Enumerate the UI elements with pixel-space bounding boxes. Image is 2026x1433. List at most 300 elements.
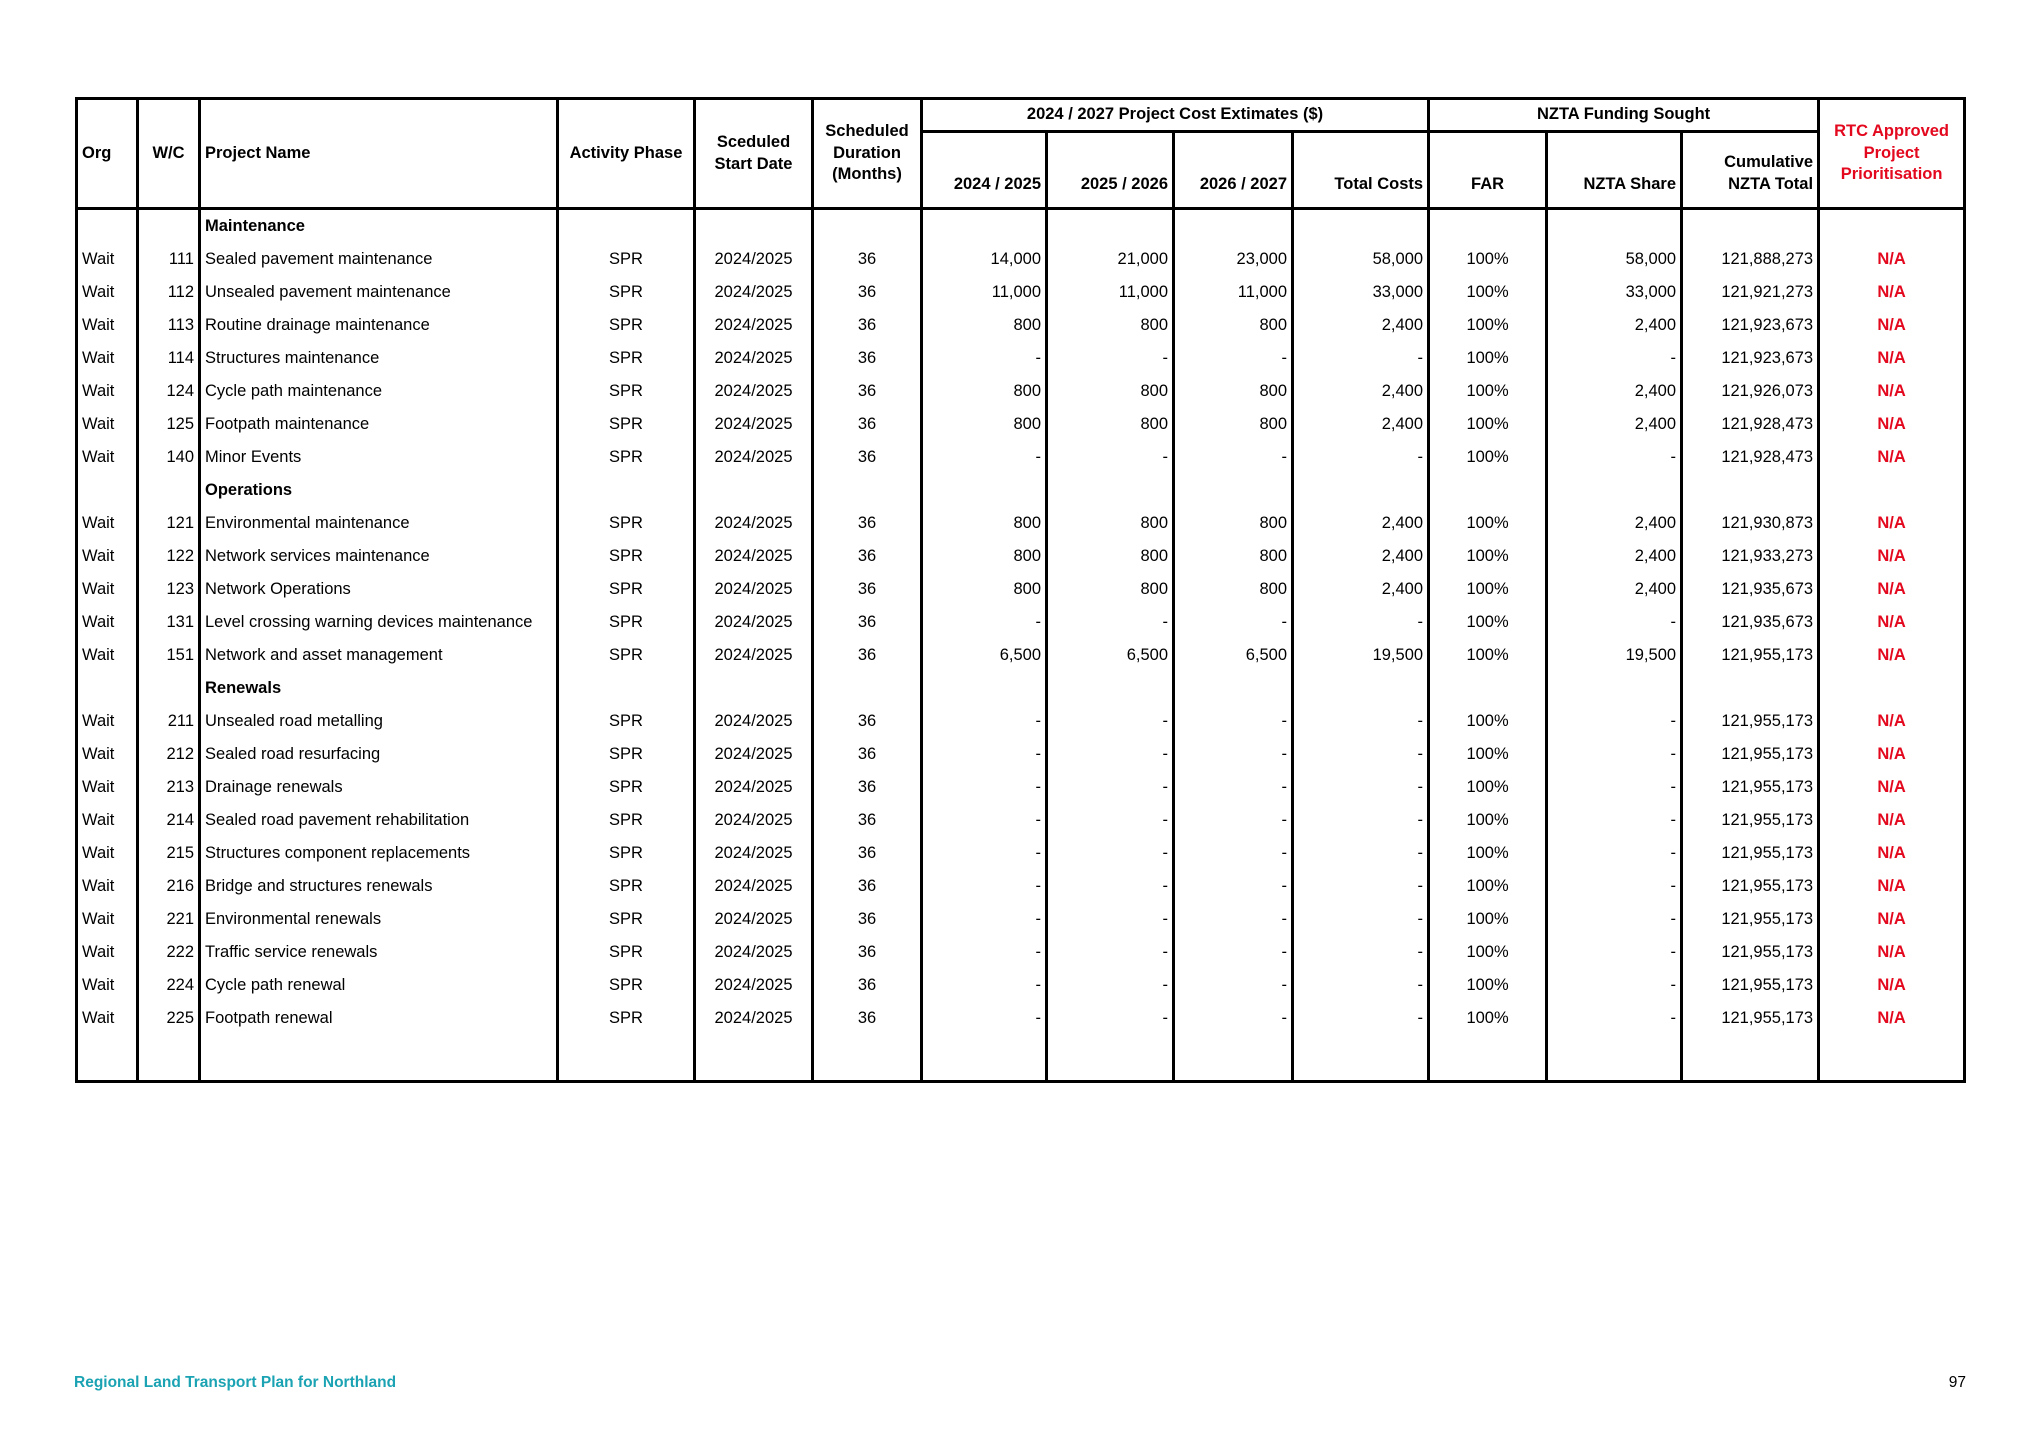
cell-nzta-share: 2,400	[1547, 375, 1682, 408]
cell-activity-phase: SPR	[558, 837, 695, 870]
section-row	[77, 672, 1965, 705]
cell-rtc-prioritisation: N/A	[1819, 243, 1965, 276]
cell-cumulative-nzta-total: 121,955,173	[1682, 771, 1819, 804]
cell-2026-2027: 11,000	[1174, 276, 1293, 309]
cell-2025-2026: -	[1047, 870, 1174, 903]
cell-start-date: 2024/2025	[695, 870, 813, 903]
cell-2025-2026: 800	[1047, 507, 1174, 540]
cell-duration: 36	[813, 870, 922, 903]
cell-cumulative-nzta-total: 121,935,673	[1682, 573, 1819, 606]
table-row	[77, 870, 1965, 903]
cell-2024-2025: 800	[922, 309, 1047, 342]
cell-2025-2026: 800	[1047, 540, 1174, 573]
empty-cell	[1819, 672, 1965, 705]
header-wc: W/C	[138, 99, 200, 209]
cell-duration: 36	[813, 540, 922, 573]
cell-project-name: Sealed road resurfacing	[200, 738, 558, 771]
cell-start-date: 2024/2025	[695, 639, 813, 672]
cell-start-date: 2024/2025	[695, 969, 813, 1002]
table-row	[77, 276, 1965, 309]
table-row	[77, 573, 1965, 606]
empty-cell	[1047, 1035, 1174, 1082]
cell-far: 100%	[1429, 969, 1547, 1002]
cell-org: Wait	[77, 903, 138, 936]
cell-2026-2027: -	[1174, 804, 1293, 837]
cell-project-name: Sealed road pavement rehabilitation	[200, 804, 558, 837]
cell-start-date: 2024/2025	[695, 441, 813, 474]
cell-total-costs: -	[1293, 969, 1429, 1002]
cell-total-costs: 58,000	[1293, 243, 1429, 276]
cell-2025-2026: -	[1047, 1002, 1174, 1035]
cell-total-costs: -	[1293, 1002, 1429, 1035]
cell-start-date: 2024/2025	[695, 540, 813, 573]
cell-cumulative-nzta-total: 121,955,173	[1682, 969, 1819, 1002]
cell-activity-phase: SPR	[558, 771, 695, 804]
section-row	[77, 209, 1965, 244]
cell-2024-2025: -	[922, 771, 1047, 804]
cell-duration: 36	[813, 903, 922, 936]
cell-start-date: 2024/2025	[695, 507, 813, 540]
cell-project-name: Network and asset management	[200, 639, 558, 672]
cell-cumulative-nzta-total: 121,955,173	[1682, 804, 1819, 837]
cell-org: Wait	[77, 276, 138, 309]
footer-document-title: Regional Land Transport Plan for Northland	[74, 1374, 397, 1391]
empty-cell	[77, 672, 138, 705]
cell-org: Wait	[77, 573, 138, 606]
cell-cumulative-nzta-total: 121,955,173	[1682, 639, 1819, 672]
cell-project-name: Network services maintenance	[200, 540, 558, 573]
cell-2026-2027: -	[1174, 936, 1293, 969]
cell-far: 100%	[1429, 540, 1547, 573]
cell-wc: 112	[138, 276, 200, 309]
cell-cumulative-nzta-total: 121,955,173	[1682, 936, 1819, 969]
cell-rtc-prioritisation: N/A	[1819, 276, 1965, 309]
cell-nzta-share: -	[1547, 936, 1682, 969]
empty-cell	[558, 209, 695, 244]
cell-activity-phase: SPR	[558, 1002, 695, 1035]
cell-2025-2026: -	[1047, 969, 1174, 1002]
cell-start-date: 2024/2025	[695, 243, 813, 276]
cell-duration: 36	[813, 705, 922, 738]
cell-total-costs: 2,400	[1293, 309, 1429, 342]
cell-nzta-share: -	[1547, 969, 1682, 1002]
cell-cumulative-nzta-total: 121,926,073	[1682, 375, 1819, 408]
cell-2024-2025: 800	[922, 375, 1047, 408]
cell-org: Wait	[77, 969, 138, 1002]
cell-2026-2027: 800	[1174, 540, 1293, 573]
cell-wc: 211	[138, 705, 200, 738]
cell-total-costs: 2,400	[1293, 507, 1429, 540]
cell-wc: 216	[138, 870, 200, 903]
cell-org: Wait	[77, 540, 138, 573]
cell-2026-2027: 800	[1174, 375, 1293, 408]
empty-cell	[77, 474, 138, 507]
empty-cell	[1547, 474, 1682, 507]
cell-activity-phase: SPR	[558, 342, 695, 375]
empty-cell	[1547, 209, 1682, 244]
cell-start-date: 2024/2025	[695, 936, 813, 969]
cell-2026-2027: -	[1174, 606, 1293, 639]
cell-rtc-prioritisation: N/A	[1819, 705, 1965, 738]
cell-rtc-prioritisation: N/A	[1819, 804, 1965, 837]
cell-wc: 224	[138, 969, 200, 1002]
cell-nzta-share: -	[1547, 837, 1682, 870]
cell-activity-phase: SPR	[558, 936, 695, 969]
cell-far: 100%	[1429, 771, 1547, 804]
cell-far: 100%	[1429, 1002, 1547, 1035]
cell-activity-phase: SPR	[558, 573, 695, 606]
empty-cell	[813, 1035, 922, 1082]
cell-wc: 131	[138, 606, 200, 639]
table-row	[77, 705, 1965, 738]
cell-nzta-share: 2,400	[1547, 309, 1682, 342]
cell-far: 100%	[1429, 441, 1547, 474]
empty-cell	[922, 1035, 1047, 1082]
cell-cumulative-nzta-total: 121,923,673	[1682, 342, 1819, 375]
cell-wc: 140	[138, 441, 200, 474]
cell-duration: 36	[813, 1002, 922, 1035]
cell-2026-2027: 23,000	[1174, 243, 1293, 276]
cell-2025-2026: 800	[1047, 408, 1174, 441]
header-far: FAR	[1429, 132, 1547, 209]
cell-wc: 125	[138, 408, 200, 441]
table-row	[77, 507, 1965, 540]
cell-start-date: 2024/2025	[695, 606, 813, 639]
cell-start-date: 2024/2025	[695, 309, 813, 342]
cell-2026-2027: -	[1174, 705, 1293, 738]
cell-rtc-prioritisation: N/A	[1819, 408, 1965, 441]
cell-project-name: Environmental renewals	[200, 903, 558, 936]
cell-org: Wait	[77, 639, 138, 672]
table-row	[77, 1002, 1965, 1035]
cell-duration: 36	[813, 936, 922, 969]
cell-duration: 36	[813, 837, 922, 870]
empty-cell	[695, 209, 813, 244]
cell-duration: 36	[813, 276, 922, 309]
cell-2025-2026: -	[1047, 342, 1174, 375]
cell-rtc-prioritisation: N/A	[1819, 639, 1965, 672]
section-heading: Maintenance	[200, 209, 558, 244]
cell-2025-2026: -	[1047, 441, 1174, 474]
cell-2026-2027: -	[1174, 1002, 1293, 1035]
cell-2024-2025: 800	[922, 507, 1047, 540]
empty-cell	[1819, 1035, 1965, 1082]
cell-2025-2026: 800	[1047, 573, 1174, 606]
cell-wc: 122	[138, 540, 200, 573]
cell-nzta-share: -	[1547, 903, 1682, 936]
cell-2025-2026: -	[1047, 936, 1174, 969]
cell-duration: 36	[813, 573, 922, 606]
cell-cumulative-nzta-total: 121,955,173	[1682, 837, 1819, 870]
cell-2024-2025: -	[922, 342, 1047, 375]
cell-nzta-share: 2,400	[1547, 408, 1682, 441]
cell-wc: 221	[138, 903, 200, 936]
empty-cell	[1429, 474, 1547, 507]
header-funding-group: NZTA Funding Sought	[1429, 99, 1819, 132]
section-heading: Operations	[200, 474, 558, 507]
cell-duration: 36	[813, 342, 922, 375]
table-row	[77, 837, 1965, 870]
cell-duration: 36	[813, 408, 922, 441]
cell-far: 100%	[1429, 573, 1547, 606]
cell-rtc-prioritisation: N/A	[1819, 936, 1965, 969]
cell-start-date: 2024/2025	[695, 837, 813, 870]
empty-cell	[1547, 672, 1682, 705]
funding-table	[75, 97, 1966, 1083]
cell-activity-phase: SPR	[558, 705, 695, 738]
table-row	[77, 375, 1965, 408]
cell-nzta-share: 19,500	[1547, 639, 1682, 672]
cell-nzta-share: -	[1547, 804, 1682, 837]
cell-far: 100%	[1429, 342, 1547, 375]
cell-2026-2027: -	[1174, 969, 1293, 1002]
cell-project-name: Unsealed pavement maintenance	[200, 276, 558, 309]
cell-rtc-prioritisation: N/A	[1819, 837, 1965, 870]
cell-2024-2025: 14,000	[922, 243, 1047, 276]
cell-org: Wait	[77, 804, 138, 837]
section-heading: Renewals	[200, 672, 558, 705]
empty-cell	[1174, 209, 1293, 244]
cell-wc: 222	[138, 936, 200, 969]
cell-far: 100%	[1429, 738, 1547, 771]
empty-cell	[558, 1035, 695, 1082]
cell-total-costs: 33,000	[1293, 276, 1429, 309]
cell-org: Wait	[77, 441, 138, 474]
empty-cell	[922, 474, 1047, 507]
cell-wc: 114	[138, 342, 200, 375]
cell-2025-2026: -	[1047, 738, 1174, 771]
cell-far: 100%	[1429, 243, 1547, 276]
cell-2026-2027: -	[1174, 837, 1293, 870]
table-row	[77, 309, 1965, 342]
table-row	[77, 441, 1965, 474]
empty-cell	[1682, 1035, 1819, 1082]
header-nzta-share: NZTA Share	[1547, 132, 1682, 209]
cell-far: 100%	[1429, 837, 1547, 870]
table-row	[77, 738, 1965, 771]
cell-wc: 123	[138, 573, 200, 606]
empty-cell	[138, 209, 200, 244]
empty-cell	[1819, 209, 1965, 244]
cell-2025-2026: 6,500	[1047, 639, 1174, 672]
cell-rtc-prioritisation: N/A	[1819, 771, 1965, 804]
cell-start-date: 2024/2025	[695, 705, 813, 738]
cell-2024-2025: -	[922, 936, 1047, 969]
cell-2024-2025: -	[922, 441, 1047, 474]
cell-total-costs: 2,400	[1293, 540, 1429, 573]
table-row	[77, 243, 1965, 276]
cell-org: Wait	[77, 870, 138, 903]
empty-cell	[695, 672, 813, 705]
cell-org: Wait	[77, 705, 138, 738]
cell-2025-2026: 21,000	[1047, 243, 1174, 276]
cell-project-name: Cycle path maintenance	[200, 375, 558, 408]
empty-cell	[1293, 209, 1429, 244]
cell-project-name: Bridge and structures renewals	[200, 870, 558, 903]
cell-activity-phase: SPR	[558, 375, 695, 408]
empty-cell	[1047, 672, 1174, 705]
cell-rtc-prioritisation: N/A	[1819, 309, 1965, 342]
cell-start-date: 2024/2025	[695, 342, 813, 375]
empty-cell	[1293, 1035, 1429, 1082]
spacer-row	[77, 1035, 1965, 1082]
cell-nzta-share: -	[1547, 738, 1682, 771]
cell-nzta-share: -	[1547, 870, 1682, 903]
cell-2024-2025: -	[922, 738, 1047, 771]
empty-cell	[138, 474, 200, 507]
cell-nzta-share: -	[1547, 606, 1682, 639]
cell-far: 100%	[1429, 804, 1547, 837]
table-row	[77, 606, 1965, 639]
cell-2026-2027: -	[1174, 903, 1293, 936]
cell-duration: 36	[813, 507, 922, 540]
cell-duration: 36	[813, 309, 922, 342]
table-row	[77, 969, 1965, 1002]
table-row	[77, 804, 1965, 837]
cell-activity-phase: SPR	[558, 243, 695, 276]
cell-org: Wait	[77, 309, 138, 342]
cell-project-name: Level crossing warning devices maintenance	[200, 606, 558, 639]
cell-2025-2026: -	[1047, 606, 1174, 639]
cell-2024-2025: 11,000	[922, 276, 1047, 309]
cell-activity-phase: SPR	[558, 540, 695, 573]
cell-total-costs: -	[1293, 936, 1429, 969]
cell-rtc-prioritisation: N/A	[1819, 540, 1965, 573]
cell-2026-2027: 800	[1174, 507, 1293, 540]
section-row	[77, 474, 1965, 507]
cell-wc: 225	[138, 1002, 200, 1035]
cell-rtc-prioritisation: N/A	[1819, 573, 1965, 606]
cell-cumulative-nzta-total: 121,930,873	[1682, 507, 1819, 540]
cell-org: Wait	[77, 408, 138, 441]
cell-2026-2027: 6,500	[1174, 639, 1293, 672]
cell-2024-2025: -	[922, 705, 1047, 738]
cell-org: Wait	[77, 243, 138, 276]
cell-2024-2025: -	[922, 837, 1047, 870]
cell-project-name: Footpath renewal	[200, 1002, 558, 1035]
cell-far: 100%	[1429, 903, 1547, 936]
empty-cell	[1429, 209, 1547, 244]
empty-cell	[1293, 474, 1429, 507]
cell-org: Wait	[77, 606, 138, 639]
cell-total-costs: -	[1293, 837, 1429, 870]
cell-activity-phase: SPR	[558, 441, 695, 474]
cell-org: Wait	[77, 342, 138, 375]
cell-org: Wait	[77, 375, 138, 408]
cell-duration: 36	[813, 606, 922, 639]
empty-cell	[1293, 672, 1429, 705]
cell-nzta-share: 2,400	[1547, 507, 1682, 540]
cell-total-costs: -	[1293, 771, 1429, 804]
cell-cumulative-nzta-total: 121,955,173	[1682, 903, 1819, 936]
cell-2025-2026: 11,000	[1047, 276, 1174, 309]
cell-far: 100%	[1429, 276, 1547, 309]
cell-2024-2025: -	[922, 804, 1047, 837]
cell-nzta-share: 33,000	[1547, 276, 1682, 309]
cell-project-name: Minor Events	[200, 441, 558, 474]
cell-2026-2027: -	[1174, 870, 1293, 903]
cell-wc: 215	[138, 837, 200, 870]
cell-rtc-prioritisation: N/A	[1819, 870, 1965, 903]
cell-project-name: Environmental maintenance	[200, 507, 558, 540]
cell-project-name: Drainage renewals	[200, 771, 558, 804]
table-row	[77, 342, 1965, 375]
cell-duration: 36	[813, 441, 922, 474]
cell-rtc-prioritisation: N/A	[1819, 507, 1965, 540]
cell-activity-phase: SPR	[558, 804, 695, 837]
cell-wc: 214	[138, 804, 200, 837]
cell-2024-2025: -	[922, 903, 1047, 936]
cell-project-name: Footpath maintenance	[200, 408, 558, 441]
header-org: Org	[77, 99, 138, 209]
cell-cumulative-nzta-total: 121,955,173	[1682, 1002, 1819, 1035]
header-rtc-prioritisation: RTC Approved Project Prioritisation	[1819, 99, 1965, 209]
cell-duration: 36	[813, 375, 922, 408]
cell-org: Wait	[77, 936, 138, 969]
empty-cell	[695, 1035, 813, 1082]
empty-cell	[77, 1035, 138, 1082]
cell-org: Wait	[77, 837, 138, 870]
cell-project-name: Network Operations	[200, 573, 558, 606]
cell-activity-phase: SPR	[558, 408, 695, 441]
cell-activity-phase: SPR	[558, 969, 695, 1002]
cell-start-date: 2024/2025	[695, 1002, 813, 1035]
cell-far: 100%	[1429, 375, 1547, 408]
cell-duration: 36	[813, 738, 922, 771]
cell-wc: 111	[138, 243, 200, 276]
cell-start-date: 2024/2025	[695, 573, 813, 606]
cell-cumulative-nzta-total: 121,955,173	[1682, 705, 1819, 738]
cell-rtc-prioritisation: N/A	[1819, 441, 1965, 474]
cell-rtc-prioritisation: N/A	[1819, 738, 1965, 771]
header-start-date: Sceduled Start Date	[695, 99, 813, 209]
cell-org: Wait	[77, 738, 138, 771]
cell-2026-2027: 800	[1174, 573, 1293, 606]
empty-cell	[558, 672, 695, 705]
cell-2024-2025: -	[922, 606, 1047, 639]
cell-rtc-prioritisation: N/A	[1819, 606, 1965, 639]
cell-activity-phase: SPR	[558, 738, 695, 771]
cell-total-costs: 19,500	[1293, 639, 1429, 672]
cell-total-costs: -	[1293, 870, 1429, 903]
empty-cell	[1682, 474, 1819, 507]
empty-cell	[1547, 1035, 1682, 1082]
cell-total-costs: 2,400	[1293, 375, 1429, 408]
cell-rtc-prioritisation: N/A	[1819, 375, 1965, 408]
cell-project-name: Cycle path renewal	[200, 969, 558, 1002]
header-cumulative-nzta-total: Cumulative NZTA Total	[1682, 132, 1819, 209]
cell-2024-2025: -	[922, 969, 1047, 1002]
cell-total-costs: -	[1293, 903, 1429, 936]
cell-total-costs: 2,400	[1293, 408, 1429, 441]
cell-cumulative-nzta-total: 121,923,673	[1682, 309, 1819, 342]
cell-2025-2026: 800	[1047, 375, 1174, 408]
cell-far: 100%	[1429, 639, 1547, 672]
empty-cell	[1174, 672, 1293, 705]
cell-duration: 36	[813, 969, 922, 1002]
cell-wc: 212	[138, 738, 200, 771]
cell-2024-2025: -	[922, 1002, 1047, 1035]
cell-duration: 36	[813, 639, 922, 672]
cell-activity-phase: SPR	[558, 639, 695, 672]
cell-cumulative-nzta-total: 121,955,173	[1682, 738, 1819, 771]
cell-far: 100%	[1429, 936, 1547, 969]
cell-duration: 36	[813, 804, 922, 837]
cell-far: 100%	[1429, 309, 1547, 342]
cell-project-name: Structures maintenance	[200, 342, 558, 375]
cell-start-date: 2024/2025	[695, 738, 813, 771]
cell-wc: 124	[138, 375, 200, 408]
